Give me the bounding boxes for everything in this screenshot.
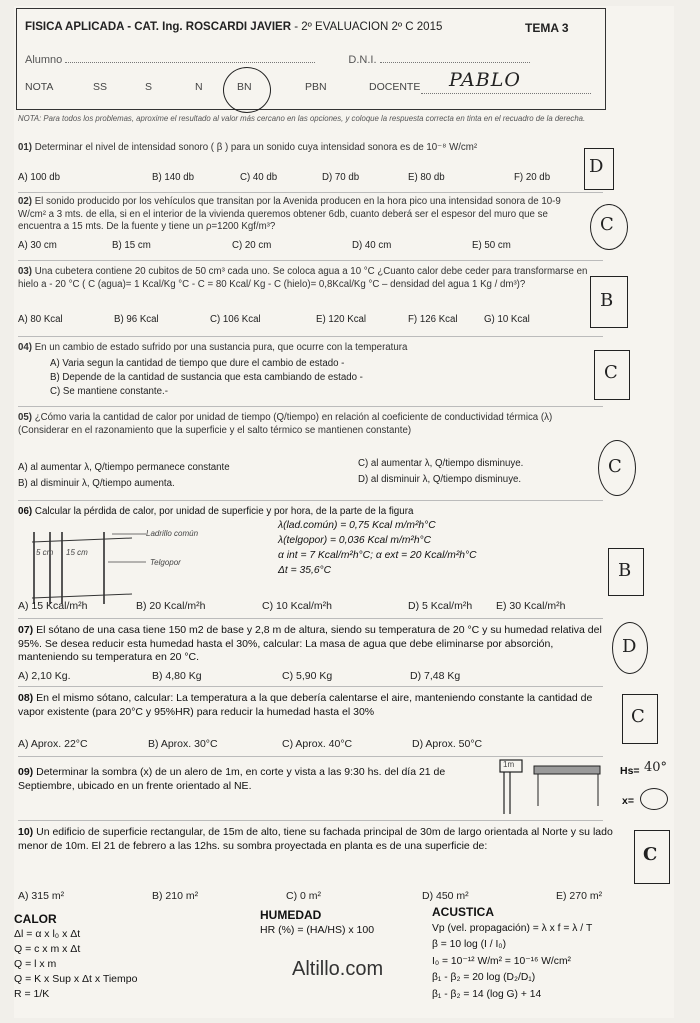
alumno-label: Alumno [25, 54, 63, 66]
acustica-formula: β₁ - β₂ = 20 log (D₂/D₁) [432, 972, 536, 984]
option-a[interactable]: A) Varia segun la cantidad de tiempo que dure el cambio de estado - [50, 358, 345, 369]
hs-label: Hs= [620, 765, 640, 777]
figure-label-ladrillo: Ladrillo común [146, 529, 199, 538]
separator [18, 260, 603, 261]
question-number: 05) [18, 412, 33, 423]
acustica-formula: β₁ - β₂ = 14 (log G) + 14 [432, 988, 542, 1000]
option-e[interactable]: E) 30 Kcal/m²h [496, 600, 566, 612]
option-b[interactable]: B) 20 Kcal/m²h [136, 600, 206, 612]
header-title-row [25, 21, 569, 35]
question-05 [18, 412, 583, 437]
figure-dim-15cm: 15 cm [66, 548, 88, 557]
option-c[interactable]: C) 40 db [240, 172, 278, 183]
answer-mark-07: D [622, 636, 637, 657]
calor-formula: Q = c x m x Δt [14, 943, 81, 955]
question-text: El sótano de una casa tiene 150 m2 de base y 2,8 m de altura, siendo su temperatura de 20 °C y su humedad relativa del 95%. Se desea reducir esta humedad hasta el 30%, calcular: La masa de agua que debe eliminarse por absorción, manteniendo su temperatura en 20 °C. [18, 624, 602, 664]
question-number: 03) [18, 266, 33, 277]
alumno-field[interactable] [65, 62, 315, 63]
question-number: 09) [18, 766, 34, 778]
option-c[interactable]: C) 5,90 Kg [282, 670, 333, 682]
x-answer-box[interactable] [640, 788, 668, 810]
x-label: x= [622, 795, 634, 807]
option-a[interactable]: A) Aprox. 22°C [18, 738, 88, 750]
question-09 [18, 766, 498, 793]
separator [18, 820, 603, 821]
grade-bn[interactable]: BN [237, 81, 252, 93]
calor-formula: Δl = α x l₀ x Δt [14, 928, 81, 940]
option-c[interactable]: C) 20 cm [232, 240, 272, 251]
option-d[interactable]: D) 5 Kcal/m²h [408, 600, 473, 612]
option-d[interactable]: D) 70 db [322, 172, 360, 183]
option-d[interactable]: D) Aprox. 50°C [412, 738, 483, 750]
wall-section-figure [22, 528, 282, 608]
option-b[interactable]: B) 140 db [152, 172, 195, 183]
question-text: ¿Cómo varia la cantidad de calor por unidad de tiempo (Q/tiempo) en relación al coeficiente de conductividad térmica (λ) (Considerar en el razonamiento que la superficie y el salto térmico se mantienen constante) [18, 412, 553, 436]
question-text: Calcular la pérdida de calor, por unidad de superficie y por hora, de la parte de la figura [34, 506, 414, 517]
option-e[interactable]: E) 120 Kcal [316, 314, 367, 325]
data-line: λ(lad.común) = 0,75 Kcal m/m²h°C [278, 520, 436, 531]
exam-tema: TEMA 3 [525, 21, 569, 35]
option-f[interactable]: F) 20 db [514, 172, 551, 183]
question-number: 04) [18, 342, 33, 353]
docente-field[interactable] [421, 93, 591, 94]
question-02 [18, 196, 588, 234]
option-b[interactable]: B) Aprox. 30°C [148, 738, 218, 750]
formulas-calor [14, 912, 137, 1002]
data-line: λ(telgopor) = 0,036 Kcal m/m²h°C [278, 535, 432, 546]
question-text: En un cambio de estado sufrido por una sustancia pura, que ocurre con la temperatura [34, 342, 408, 353]
data-line: α int = 7 Kcal/m²h°C; α ext = 20 Kcal/m²h°C [278, 550, 477, 561]
acustica-formula: β = 10 log (I / I₀) [432, 939, 507, 951]
exam-header [16, 8, 606, 110]
option-c[interactable]: C) al aumentar λ, Q/tiempo disminuye. [358, 458, 524, 469]
option-a[interactable]: A) al aumentar λ, Q/tiempo permanece constante [18, 462, 230, 473]
dni-label: D.N.I. [348, 54, 377, 66]
separator [18, 406, 603, 407]
docente-label: DOCENTE [369, 81, 421, 93]
calor-formula: Q = l x m [14, 958, 57, 970]
option-b[interactable]: B) 15 cm [112, 240, 151, 251]
answer-mark-06: B [618, 560, 632, 581]
option-c[interactable]: C) Aprox. 40°C [282, 738, 353, 750]
data-line: Δt = 35,6°C [278, 565, 332, 576]
question-06-data [278, 518, 477, 578]
formulas-acustica [432, 904, 592, 1004]
question-text: Una cubetera contiene 20 cubitos de 50 cm³ cada uno. Se coloca agua a 10 °C ¿Cuanto calor debe ceder para transformarse en hielo a - 20 °C ( C (agua)= 1 Kcal/Kg °C - C = 80 Kcal/ Kg - C (hielo)= 0,8Kcal/Kg °C – densidad del agua 1 Kg / dm³)? [18, 266, 588, 290]
question-number: 06) [18, 506, 33, 517]
question-text: Un edificio de superficie rectangular, de 15m de alto, tiene su fachada principal de 30m de largo orientada al Norte y su lado menor de 10m. El 21 de febrero a las 12hs. su sombra proyectada en planta es de una superficie de: [18, 826, 613, 852]
question-number: 10) [18, 826, 34, 838]
option-b[interactable]: B) 96 Kcal [114, 314, 159, 325]
option-a[interactable]: A) 2,10 Kg. [18, 670, 71, 682]
option-c[interactable]: C) 106 Kcal [210, 314, 261, 325]
dni-field[interactable] [380, 62, 530, 63]
humedad-formula: HR (%) = (HA/HS) x 100 [260, 924, 375, 936]
answer-mark-04: C [604, 362, 618, 383]
option-c[interactable]: C) 0 m² [286, 890, 321, 902]
question-text: Determinar la sombra (x) de un alero de 1m, en corte y vista a las 9:30 hs. del día 21 de Septiembre, ubicado en un frente orientado al NE. [18, 766, 446, 792]
option-b[interactable]: B) 210 m² [152, 890, 199, 902]
figure-label-telgopor: Telgopor [150, 558, 181, 567]
separator [18, 618, 603, 619]
option-c[interactable]: C) 10 Kcal/m²h [262, 600, 333, 612]
answer-mark-02: C [600, 214, 614, 235]
separator [18, 192, 603, 193]
hs-answer-mark: 40° [644, 760, 668, 775]
grade-ss[interactable]: SS [93, 81, 108, 93]
grade-n[interactable]: N [195, 81, 203, 93]
option-a[interactable]: A) 315 m² [18, 890, 65, 902]
acustica-formula: I₀ = 10⁻¹² W/m² = 10⁻¹⁶ W/cm² [432, 955, 571, 967]
option-e[interactable]: E) 80 db [408, 172, 445, 183]
option-a[interactable]: A) 80 Kcal [18, 314, 63, 325]
option-e[interactable]: E) 50 cm [472, 240, 511, 251]
question-text: Determinar el nivel de intensidad sonoro ( β ) para un sonido cuya intensidad sonora es de 10⁻⁸ W/cm² [34, 142, 478, 153]
option-d[interactable]: D) 7,48 Kg [410, 670, 461, 682]
alumno-row [25, 54, 530, 66]
grade-s[interactable]: S [145, 81, 153, 93]
option-g[interactable]: G) 10 Kcal [484, 314, 530, 325]
option-d[interactable]: D) 40 cm [352, 240, 392, 251]
question-number: 08) [18, 692, 34, 704]
question-03 [18, 266, 588, 291]
option-a[interactable]: A) 100 db [18, 172, 61, 183]
option-b[interactable]: B) al disminuir λ, Q/tiempo aumenta. [18, 478, 175, 489]
question-10 [18, 826, 633, 853]
option-d[interactable]: D) 450 m² [422, 890, 469, 902]
question-01 [18, 142, 558, 155]
question-number: 02) [18, 196, 33, 207]
acustica-formula: Vp (vel. propagación) = λ x f = λ / T [432, 922, 593, 934]
humedad-title: HUMEDAD [260, 908, 322, 922]
grade-pbn[interactable]: PBN [305, 81, 327, 93]
instructions: NOTA: Para todos los problemas, aproxime el resultado al valor más cercano en las opciones, y coloque la respuesta correcta en tinta en el recuadro de la derecha. [18, 114, 586, 123]
option-c[interactable]: C) Se mantiene constante.- [50, 386, 168, 397]
grade-circle-mark [223, 67, 271, 113]
option-b[interactable]: B) Depende de la cantidad de sustancia que esta cambiando de estado - [50, 372, 363, 383]
figure-dim-5cm: 5 cm [36, 548, 54, 557]
question-06 [18, 506, 603, 518]
exam-title: FISICA APLICADA - CAT. Ing. ROSCARDI JAVIER [25, 21, 291, 33]
watermark: Altillo.com [292, 958, 384, 980]
option-a[interactable]: A) 15 Kcal/m²h [18, 600, 88, 612]
question-08 [18, 692, 618, 719]
option-b[interactable]: B) 4,80 Kg [152, 670, 202, 682]
answer-mark-03: B [600, 290, 614, 311]
nota-label: NOTA [25, 81, 54, 93]
question-number: 01) [18, 142, 33, 153]
exam-subtitle: - 2º EVALUACION 2º C 2015 [294, 21, 443, 33]
formulas-humedad [260, 908, 374, 938]
calor-formula: R = 1/K [14, 988, 50, 1000]
option-f[interactable]: F) 126 Kcal [408, 314, 458, 325]
calor-title: CALOR [14, 912, 57, 926]
answer-mark-05: C [608, 456, 622, 477]
question-text: En el mismo sótano, calcular: La temperatura a la que debería calentarse el aire, manteniendo constante la cantidad de vapor existente (para 20°C y 95%HR) para reducir la humedad hasta el 30% [18, 692, 593, 718]
separator [18, 500, 603, 501]
answer-mark-08: C [631, 706, 645, 727]
question-number: 07) [18, 624, 34, 636]
question-04 [18, 342, 558, 355]
option-a[interactable]: A) 30 cm [18, 240, 57, 251]
answer-mark-01: D [589, 156, 604, 177]
option-e[interactable]: E) 270 m² [556, 890, 603, 902]
docente-signature: PABLO [449, 69, 521, 91]
question-07 [18, 624, 608, 665]
option-d[interactable]: D) al disminuir λ, Q/tiempo disminuye. [358, 474, 522, 485]
question-text: El sonido producido por los vehículos que transitan por la Avenida producen en la hora pico una intensidad sonora de 10-9 W/cm² a 3 mts. de ella, si en el interior de la vivienda queremos obtener 6db, cuanto deberá ser el espesor del muro que se encuentra a 15 mts. De la fuente y tiene un ρ=1200 Kgf/m³? [18, 196, 561, 232]
acustica-title: ACUSTICA [432, 905, 494, 919]
separator [18, 686, 603, 687]
calor-formula: Q = K x Sup x Δt x Tiempo [14, 973, 138, 985]
answer-mark-10: C [643, 844, 658, 865]
alero-1m-label: 1m [503, 760, 515, 769]
separator [18, 336, 603, 337]
